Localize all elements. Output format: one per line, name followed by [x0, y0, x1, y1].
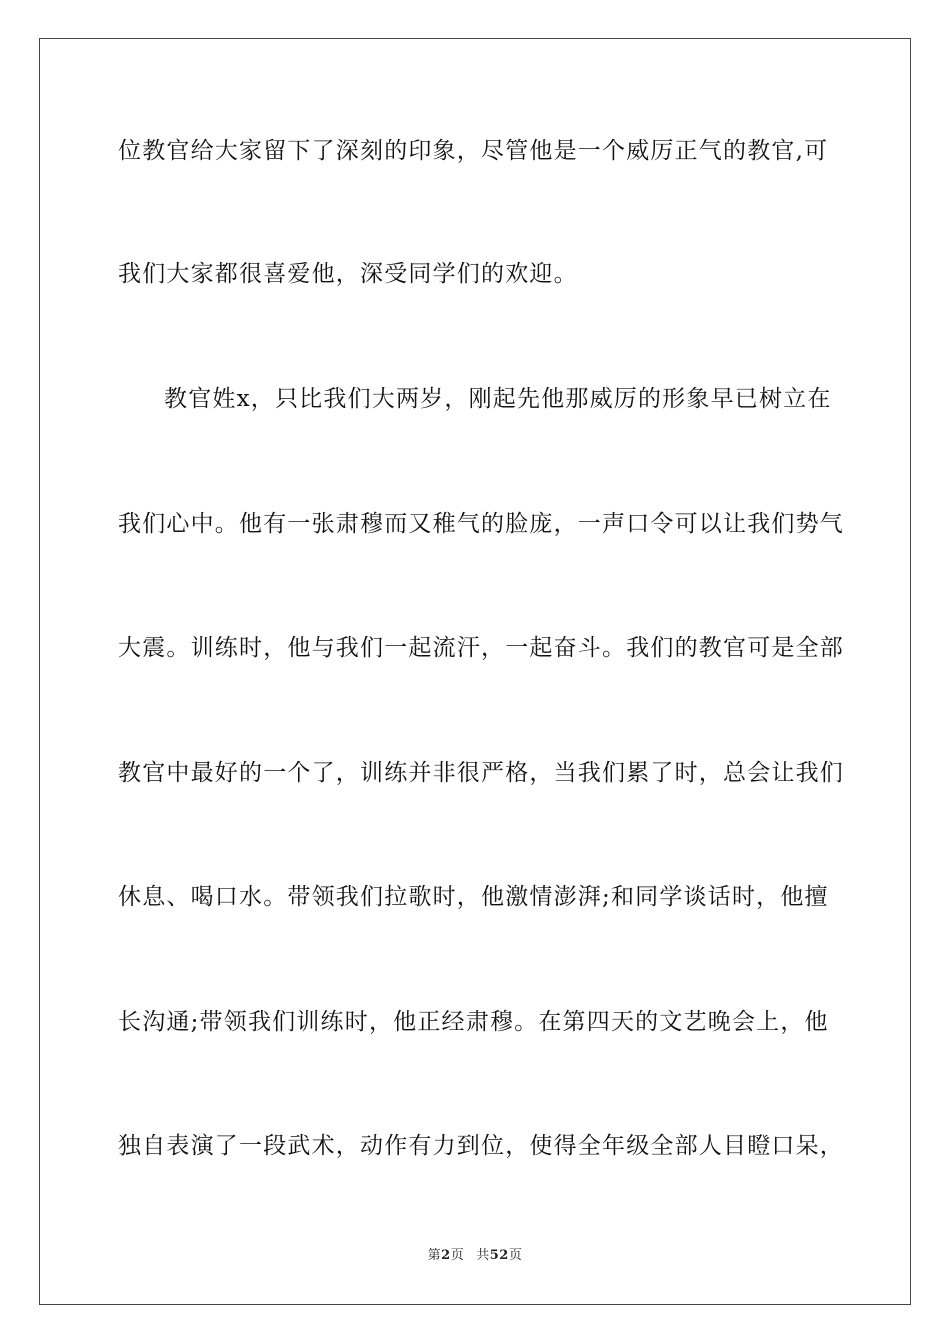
paragraph-line: 我们心中。他有一张肃穆而又稚气的脸庞，一声口令可以让我们势气 — [118, 511, 844, 537]
paragraph-line: 休息、喝口水。带领我们拉歌时，他激情澎湃;和同学谈话时，他擅 — [118, 884, 829, 910]
current-page-number: 2 — [441, 1248, 451, 1263]
paragraph-line: 位教官给大家留下了深刻的印象，尽管他是一个威厉正气的教官,可 — [118, 138, 829, 164]
page-border — [39, 38, 911, 1305]
total-prefix: 共 — [476, 1248, 490, 1263]
paragraph-line: 教官中最好的一个了，训练并非很严格，当我们累了时，总会让我们 — [118, 760, 844, 786]
paragraph-line-indented: 教官姓x，只比我们大两岁，刚起先他那威厉的形象早已树立在 — [164, 386, 832, 412]
paragraph-line: 长沟通;带领我们训练时，他正经肃穆。在第四天的文艺晚会上，他 — [118, 1009, 829, 1035]
total-page-count: 52 — [489, 1248, 509, 1263]
page-footer — [0, 1247, 950, 1265]
total-suffix: 页 — [508, 1248, 523, 1263]
paragraph-line: 大震。训练时，他与我们一起流汗，一起奋斗。我们的教官可是全部 — [118, 635, 844, 661]
page-prefix: 第 — [427, 1248, 442, 1263]
paragraph-line: 我们大家都很喜爱他，深受同学们的欢迎。 — [118, 261, 578, 287]
paragraph-line: 独自表演了一段武术，动作有力到位，使得全年级全部人目瞪口呆， — [118, 1133, 844, 1159]
page-suffix: 页 — [450, 1248, 465, 1263]
